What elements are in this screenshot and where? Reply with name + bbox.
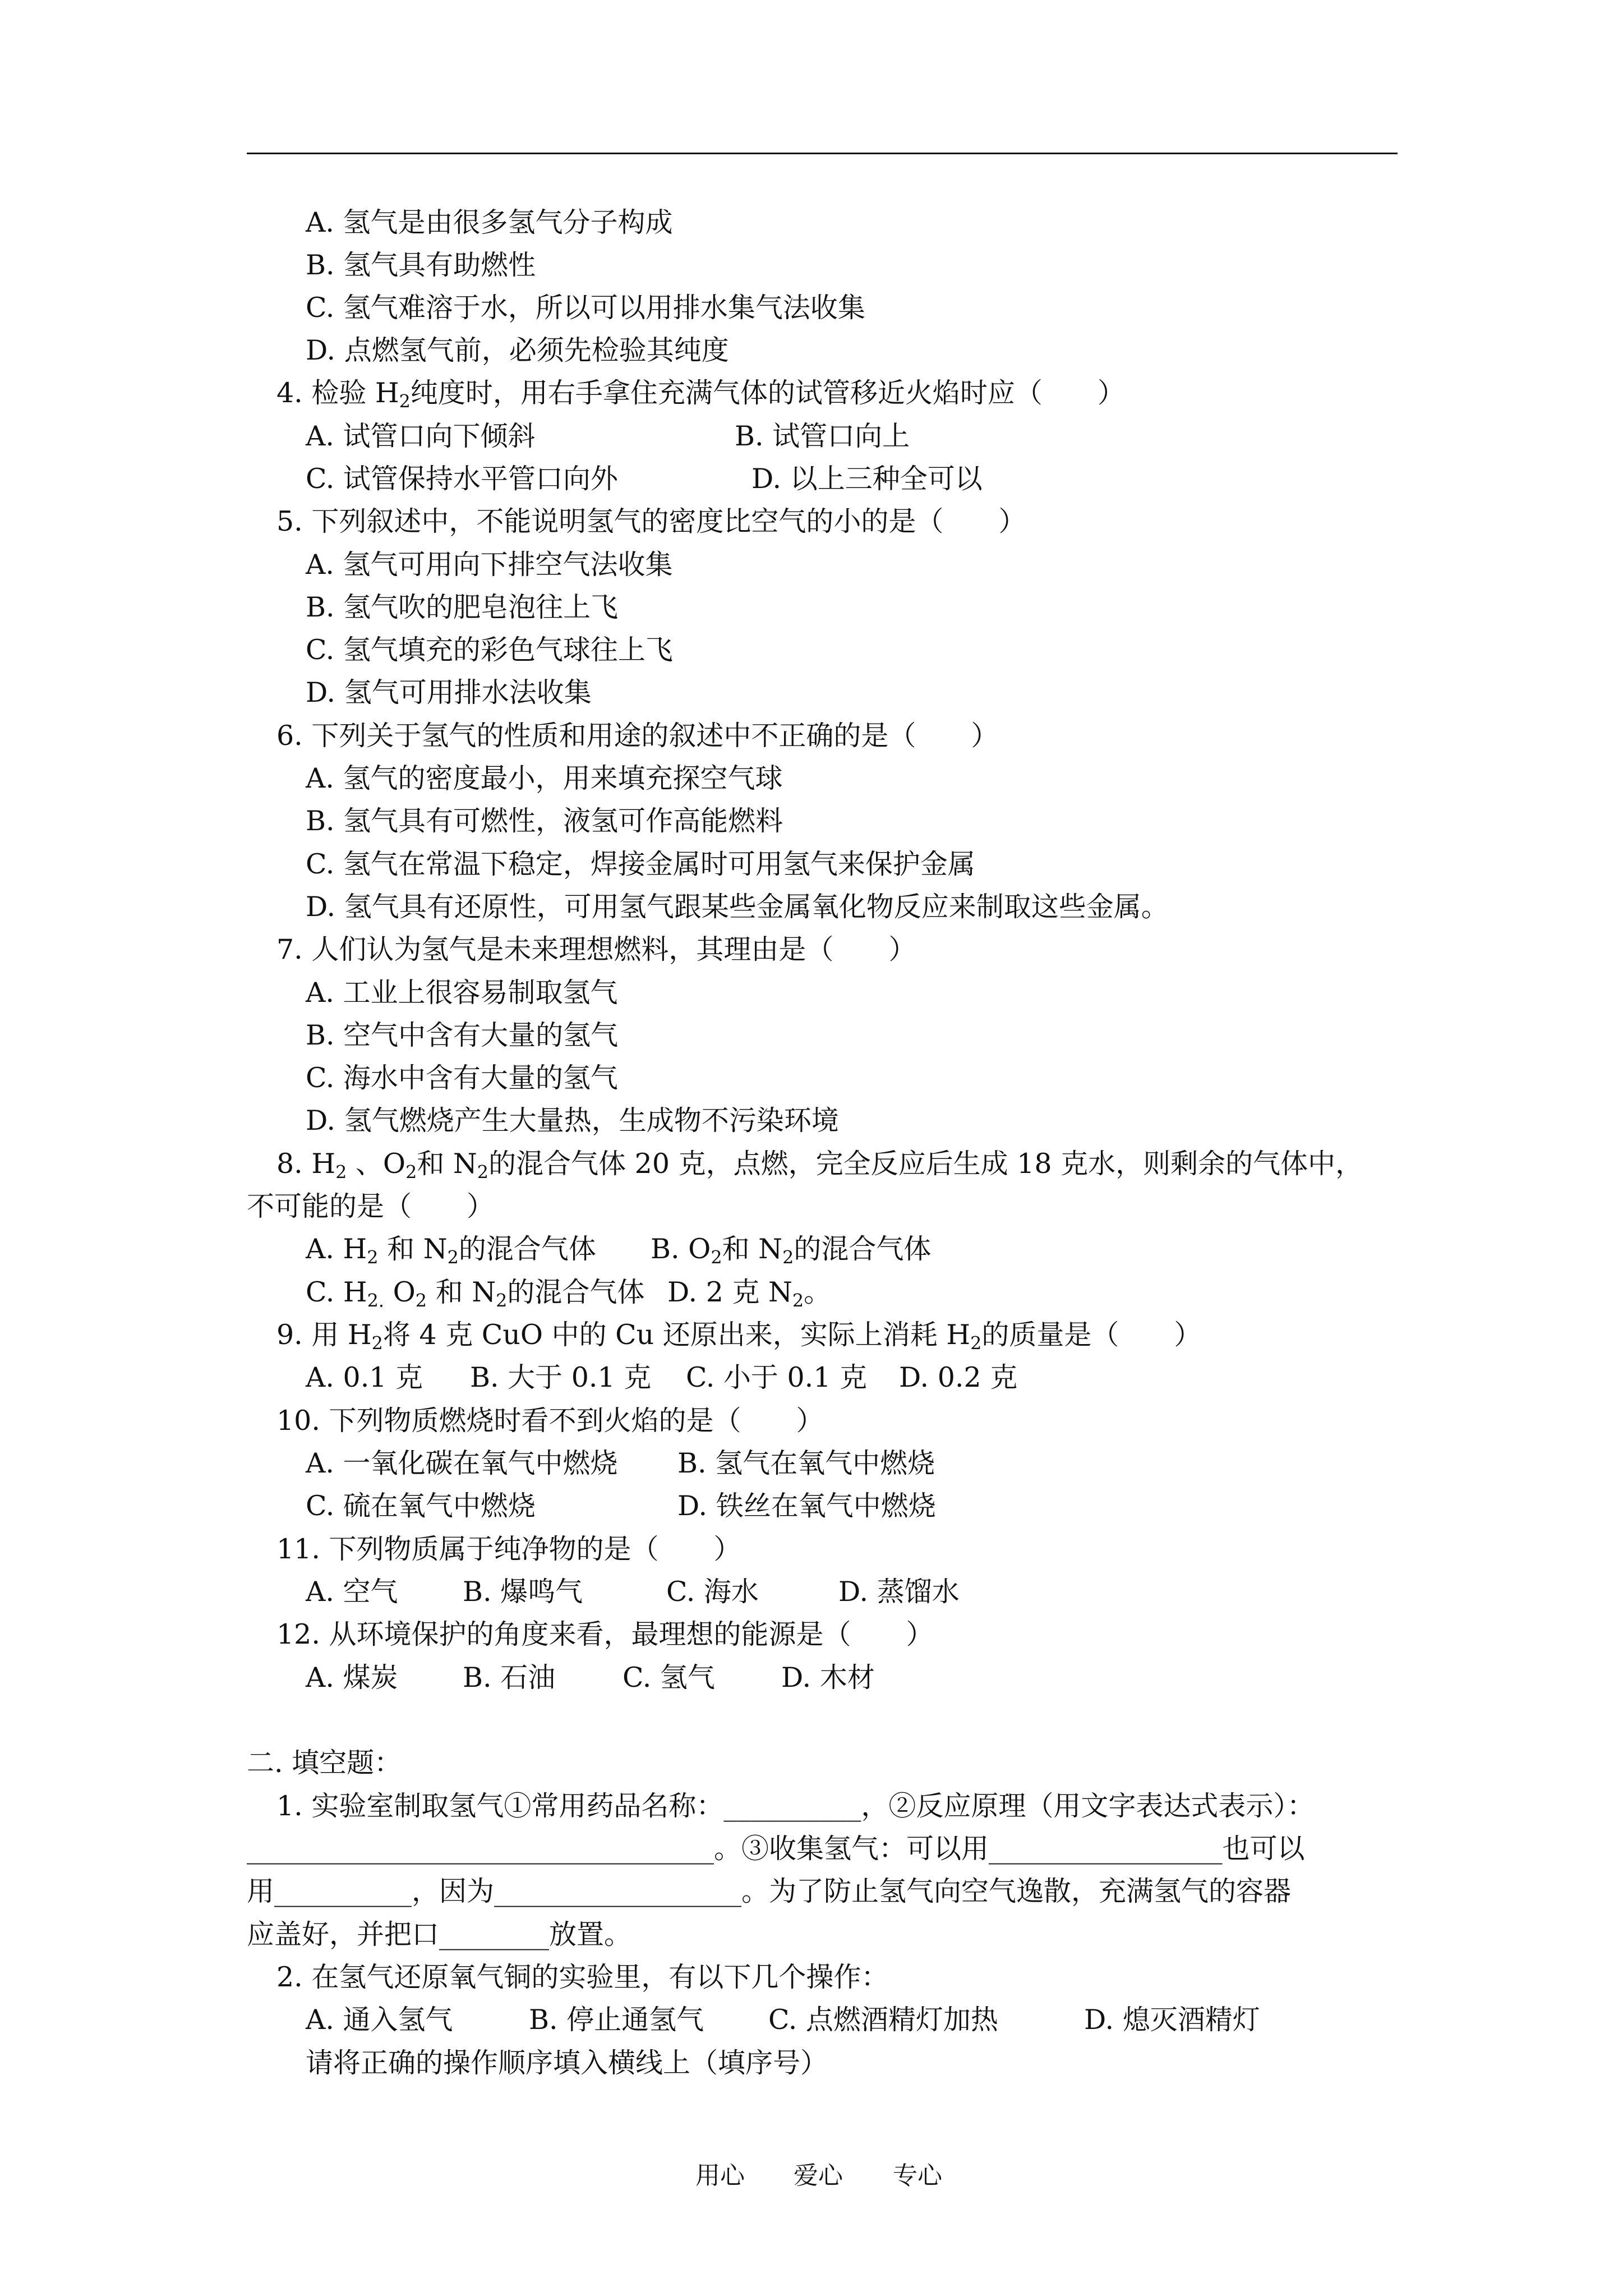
q9-stem: 9. 用 $H_2$将 4 克 CuO 中的 Cu 还原出来，实际上消耗 $H_2$的质量是（ ） xyxy=(276,1319,1202,1354)
footer-text-1: 用心 xyxy=(695,2161,745,2190)
header-rule xyxy=(247,153,1398,154)
q10-option-b: B. 氢气在氧气中燃烧 xyxy=(677,1447,935,1479)
q4-option-b: B. 试管口向上 xyxy=(735,420,910,452)
q7-stem: 7. 人们认为氢气是未来理想燃料，其理由是（ ） xyxy=(276,933,916,965)
q6-option-a: A. 氢气的密度最小，用来填充探空气球 xyxy=(306,762,783,794)
fill1-line4: 应盖好，并把口________放置。 xyxy=(247,1918,632,1950)
q8-stem-line2: 不可能的是（ ） xyxy=(247,1190,495,1222)
fill2-option-a: A. 通入氢气 xyxy=(306,2004,453,2036)
q11-stem: 11. 下列物质属于纯净物的是（ ） xyxy=(276,1533,741,1565)
q8-option-c: C. $H_{2.}$ $O_2$ 和 $N_2$的混合气体 xyxy=(306,1276,645,1312)
q9-option-a: A. 0.1 克 xyxy=(306,1361,423,1393)
q9-option-c: C. 小于 0.1 克 xyxy=(686,1361,867,1393)
q7-option-b: B. 空气中含有大量的氢气 xyxy=(306,1019,619,1051)
q12-option-d: D. 木材 xyxy=(781,1662,875,1694)
q3-option-b: B. 氢气具有助燃性 xyxy=(306,249,536,281)
fill2-option-b: B. 停止通氢气 xyxy=(529,2004,704,2036)
q6-stem: 6. 下列关于氢气的性质和用途的叙述中不正确的是（ ） xyxy=(276,720,999,752)
q5-option-b: B. 氢气吹的肥皂泡往上飞 xyxy=(306,591,619,623)
q4-option-d: D. 以上三种全可以 xyxy=(751,463,983,495)
q5-option-a: A. 氢气可用向下排空气法收集 xyxy=(306,549,673,581)
q4-option-a: A. 试管口向下倾斜 xyxy=(306,420,536,452)
q11-option-b: B. 爆鸣气 xyxy=(463,1576,583,1608)
fill2-option-d: D. 熄灭酒精灯 xyxy=(1084,2004,1260,2036)
q6-option-d: D. 氢气具有还原性，可用氢气跟某些金属氧化物反应来制取这些金属。 xyxy=(306,891,1169,923)
q11-option-c: C. 海水 xyxy=(666,1576,759,1608)
q9-option-d: D. 0.2 克 xyxy=(899,1361,1018,1393)
q8-option-a: A. $H_2$ 和 $N_2$的混合气体 xyxy=(306,1233,596,1268)
q10-option-d: D. 铁丝在氧气中燃烧 xyxy=(677,1490,936,1522)
fill2-instruction: 请将正确的操作顺序填入横线上（填序号） xyxy=(306,2047,828,2079)
section2-title: 二. 填空题： xyxy=(247,1747,402,1779)
q4-option-c: C. 试管保持水平管口向外 xyxy=(306,463,618,495)
q11-option-a: A. 空气 xyxy=(306,1576,398,1608)
q5-stem: 5. 下列叙述中，不能说明氢气的密度比空气的小的是（ ） xyxy=(276,505,1026,537)
fill1-line1: 1. 实验室制取氢气①常用药品名称：__________，②反应原理（用文字表达式表示）： xyxy=(276,1790,1315,1822)
q6-option-b: B. 氢气具有可燃性，液氢可作高能燃料 xyxy=(306,805,783,837)
q12-option-a: A. 煤炭 xyxy=(306,1662,398,1694)
q3-option-a: A. 氢气是由很多氢气分子构成 xyxy=(306,206,673,238)
q12-option-c: C. 氢气 xyxy=(623,1662,715,1694)
q7-option-c: C. 海水中含有大量的氢气 xyxy=(306,1062,618,1094)
fill2-option-c: C. 点燃酒精灯加热 xyxy=(768,2004,998,2036)
q5-option-c: C. 氢气填充的彩色气球往上飞 xyxy=(306,634,673,666)
q12-option-b: B. 石油 xyxy=(463,1662,556,1694)
footer-text-2: 爱心 xyxy=(794,2161,843,2190)
q9-option-b: B. 大于 0.1 克 xyxy=(470,1361,652,1393)
q3-option-c: C. 氢气难溶于水，所以可以用排水集气法收集 xyxy=(306,292,865,324)
q10-option-c: C. 硫在氧气中燃烧 xyxy=(306,1490,536,1522)
q7-option-d: D. 氢气燃烧产生大量热，生成物不污染环境 xyxy=(306,1105,839,1137)
q10-stem: 10. 下列物质燃烧时看不到火焰的是（ ） xyxy=(276,1405,824,1437)
fill2-stem: 2. 在氢气还原氧气铜的实验里，有以下几个操作： xyxy=(276,1961,889,1993)
fill1-line2: __________________________________。③收集氢气：可以用_________________也可以 xyxy=(247,1833,1305,1865)
q5-option-d: D. 氢气可用排水法收集 xyxy=(306,677,592,708)
q6-option-c: C. 氢气在常温下稳定，焊接金属时可用氢气来保护金属 xyxy=(306,848,975,880)
q7-option-a: A. 工业上很容易制取氢气 xyxy=(306,977,618,1009)
footer-text-3: 专心 xyxy=(893,2161,942,2190)
q3-option-d: D. 点燃氢气前，必须先检验其纯度 xyxy=(306,334,729,366)
q12-stem: 12. 从环境保护的角度来看，最理想的能源是（ ） xyxy=(276,1618,934,1650)
q4-stem: 4. 检验 $H_2$纯度时，用右手拿住充满气体的试管移近火焰时应（ ） xyxy=(276,377,1125,412)
q8-option-b: B. $O_2$和 $N_2$的混合气体 xyxy=(651,1233,932,1268)
fill1-line3: 用__________，因为__________________。为了防止氢气向空气逸散，充满氢气的容器 xyxy=(247,1875,1292,1907)
q8-stem: 8. $H_2$ 、$O_2$和 $N_2$的混合气体 20 克，点燃，完全反应后生成 18 克水，则剩余的气体中， xyxy=(276,1148,1363,1183)
q11-option-d: D. 蒸馏水 xyxy=(838,1576,960,1608)
q10-option-a: A. 一氧化碳在氧气中燃烧 xyxy=(306,1447,618,1479)
q8-option-d: D. 2 克 $N_2$。 xyxy=(667,1276,832,1312)
